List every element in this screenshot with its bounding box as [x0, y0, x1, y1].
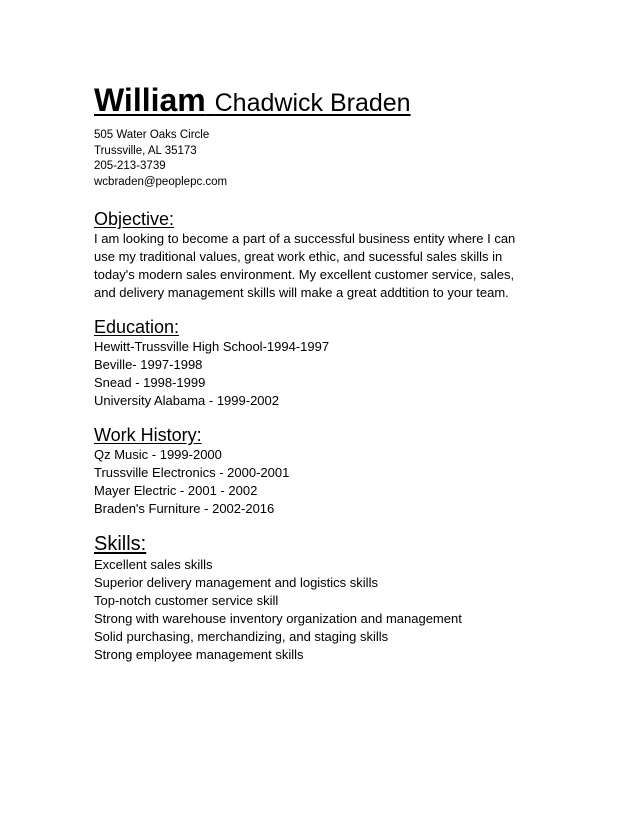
work-history-item: Braden's Furniture - 2002-2016 [94, 501, 275, 516]
objective-line: today's modern sales environment. My excellent customer service, sales, [94, 267, 515, 282]
objective-heading: Objective: [94, 209, 175, 229]
skill-item: Strong employee management skills [94, 647, 304, 662]
work-history-item: Qz Music - 1999-2000 [94, 447, 222, 462]
work-history-section [94, 424, 564, 518]
contact-block [94, 128, 564, 190]
education-section [94, 316, 564, 410]
education-item: University Alabama - 1999-2002 [94, 393, 279, 408]
objective-section [94, 208, 564, 302]
education-heading: Education: [94, 317, 180, 337]
resume-page [94, 82, 564, 664]
address-line-2: Trussville, AL 35173 [94, 144, 197, 157]
middle-last-name: Chadwick Braden [214, 89, 411, 117]
objective-line: I am looking to become a part of a successful business entity where I can [94, 231, 516, 246]
email-address: wcbraden@peoplepc.com [94, 175, 228, 188]
resume-name [94, 82, 564, 121]
skill-item: Top-notch customer service skill [94, 593, 279, 608]
objective-line: use my traditional values, great work ethic, and sucessful sales skills in [94, 249, 503, 264]
skills-heading: Skills: [94, 533, 147, 555]
work-history-item: Trussville Electronics - 2000-2001 [94, 465, 290, 480]
skill-item: Strong with warehouse inventory organization and management [94, 611, 462, 626]
phone-number: 205-213-3739 [94, 160, 166, 172]
skill-item: Excellent sales skills [94, 557, 213, 572]
first-name: William [94, 82, 206, 118]
address-line-1: 505 Water Oaks Circle [94, 129, 210, 141]
education-item: Beville- 1997-1998 [94, 357, 203, 372]
education-item: Snead - 1998-1999 [94, 375, 206, 390]
objective-line: and delivery management skills will make a great addtition to your team. [94, 285, 509, 300]
skill-item: Superior delivery management and logistics skills [94, 575, 378, 590]
skills-section [94, 532, 564, 664]
work-history-item: Mayer Electric - 2001 - 2002 [94, 483, 258, 498]
skill-item: Solid purchasing, merchandizing, and staging skills [94, 629, 389, 644]
work-history-heading: Work History: [94, 425, 202, 445]
education-item: Hewitt-Trussville High School-1994-1997 [94, 339, 330, 354]
